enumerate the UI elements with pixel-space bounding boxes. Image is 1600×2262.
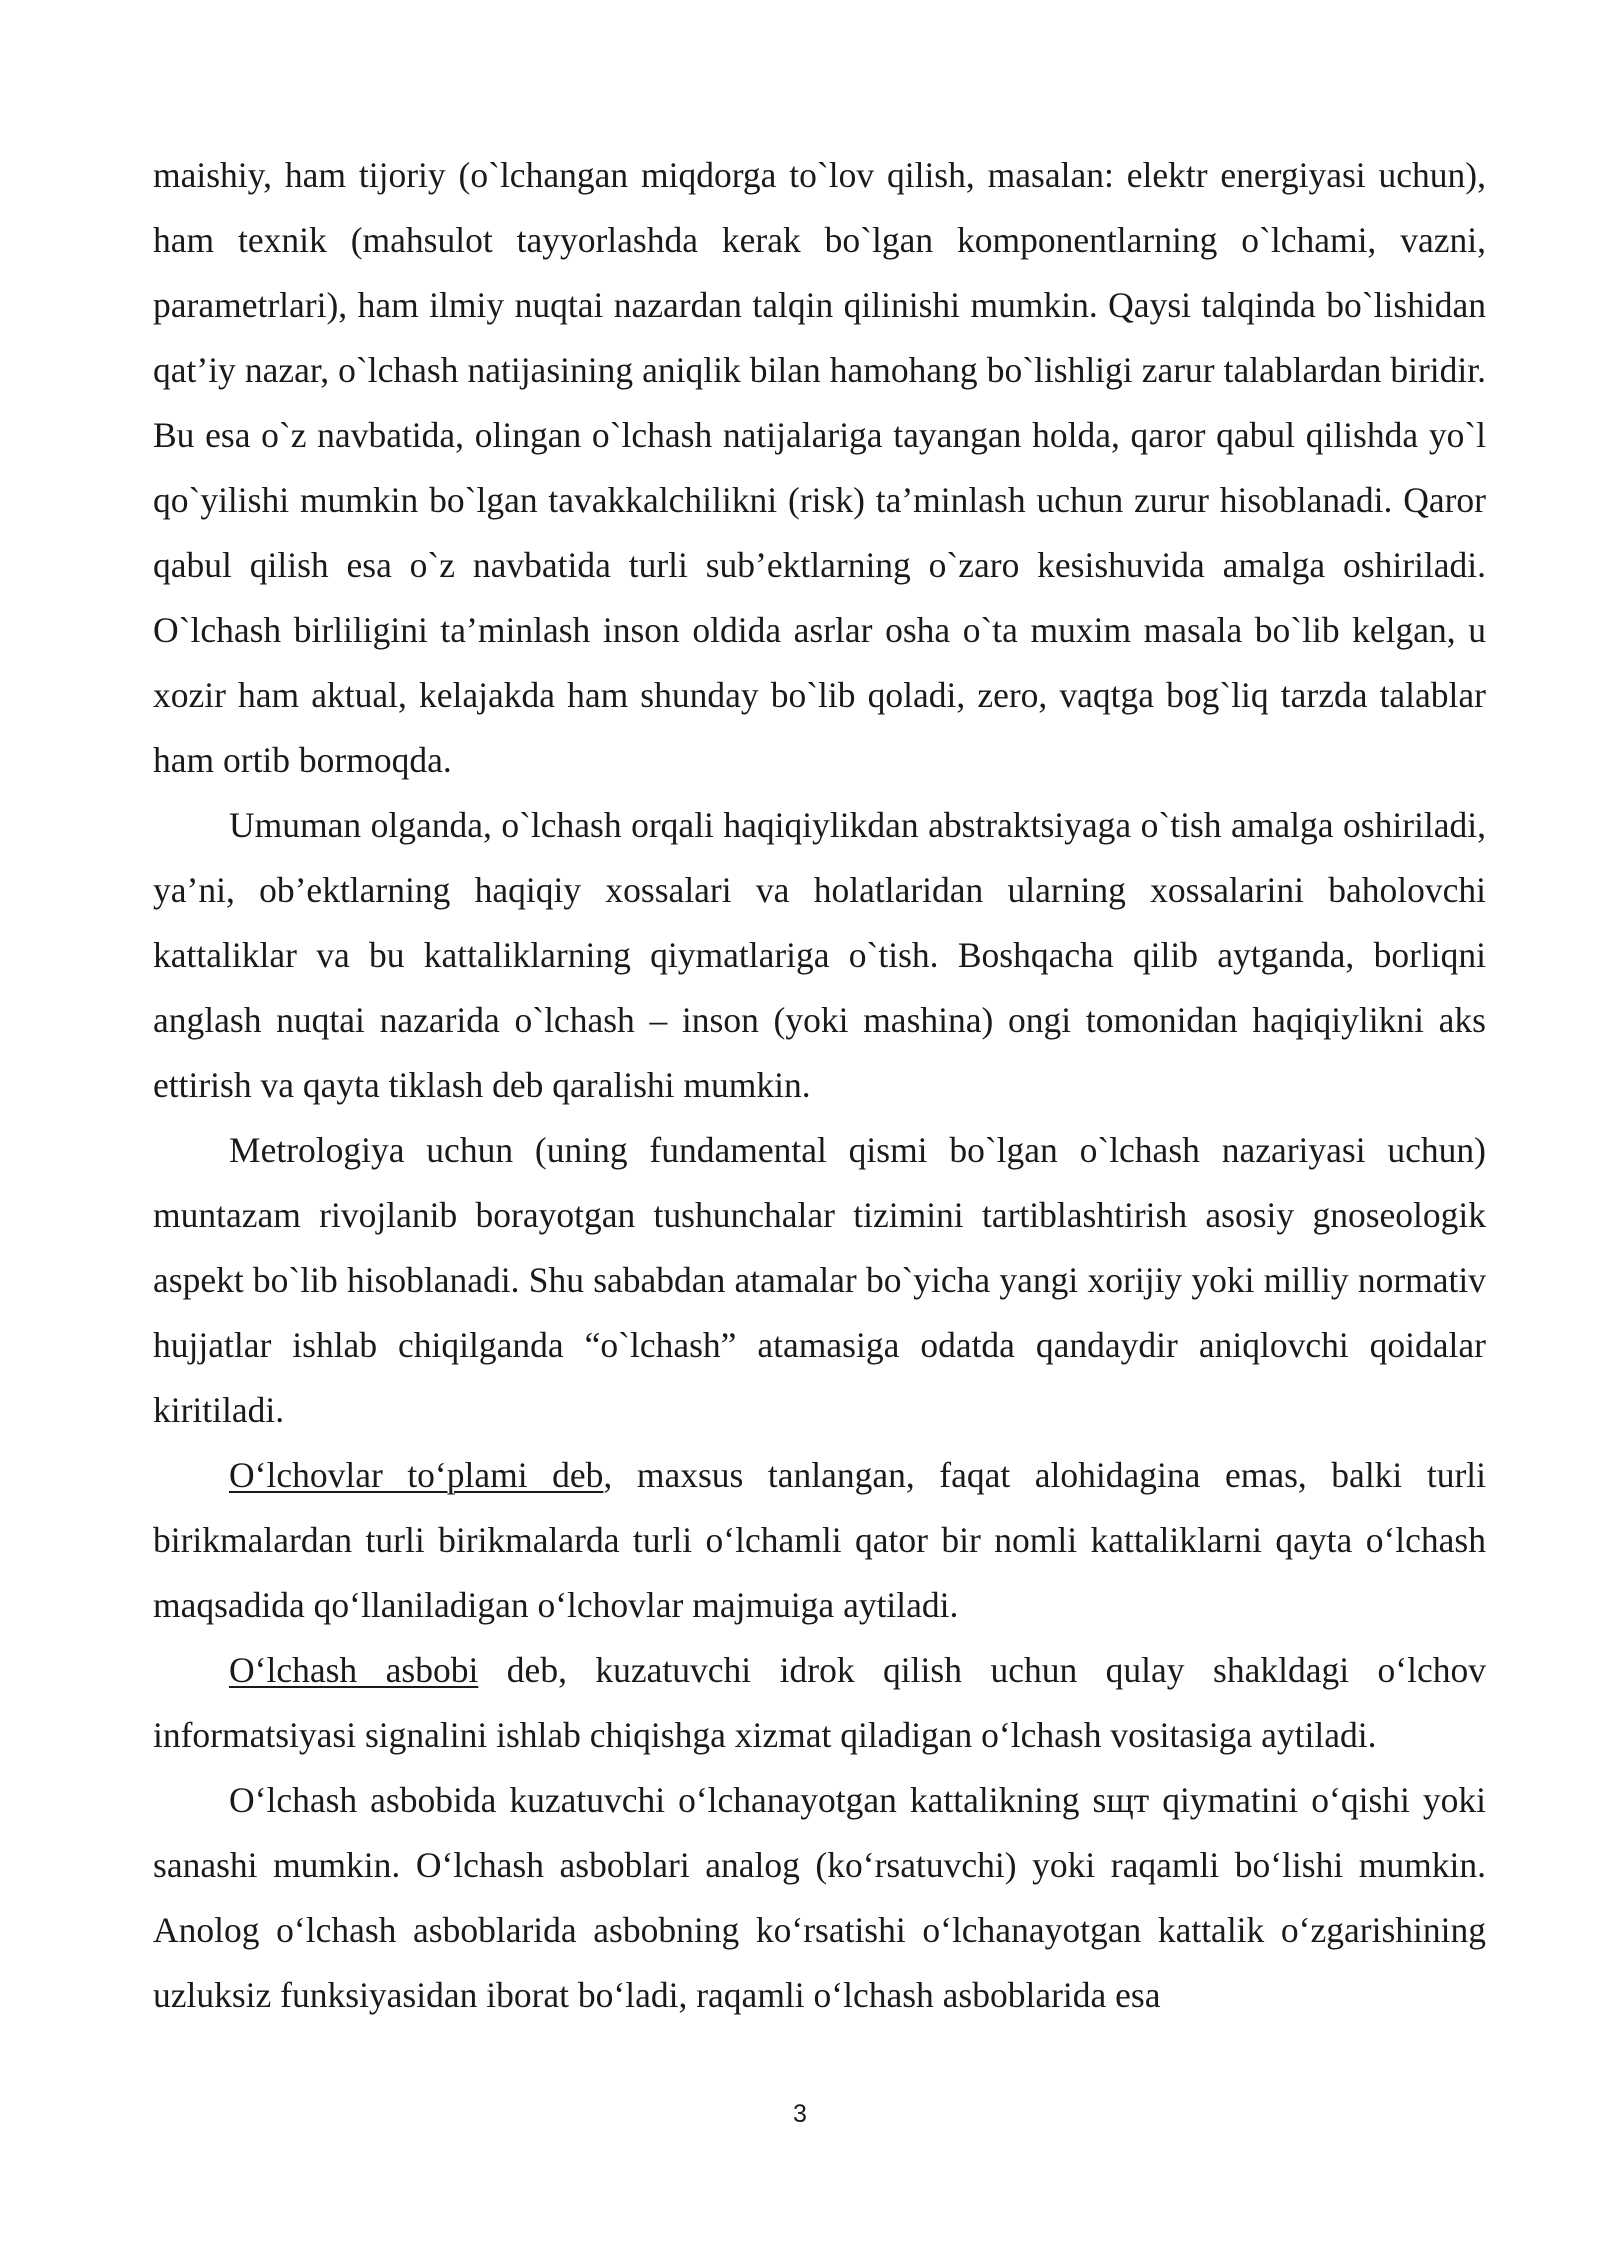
definition-text-measures-set: , maxsus tanlangan, faqat alohidagina emas, balki turli birikmalardan turli birikmalarda turli o‘lchamli qator bir nomli kattaliklarni qayta o‘lchash maqsadida qo‘llaniladigan o‘lchovlar majmuiga aytiladi. bbox=[153, 1455, 1486, 1625]
page-body-text bbox=[153, 143, 1486, 2028]
defined-term-measures-set: O‘lchovlar to‘plami deb bbox=[229, 1455, 604, 1495]
paragraph-measuring-instrument-definition bbox=[153, 1638, 1486, 1768]
paragraph-metrology-concepts: Metrologiya uchun (uning fundamental qismi bo`lgan o`lchash nazariyasi uchun) muntazam rivojlanib borayotgan tushunchalar tizimini tartiblashtirish asosiy gnoseologik aspekt bo`lib hisoblanadi. Shu sababdan atamalar bo`yicha yangi xorijiy yoki milliy normativ hujjatlar ishlab chiqilganda “o`lchash” atamasiga odatda qandaydir aniqlovchi qoidalar kiritiladi. bbox=[153, 1130, 1486, 1430]
paragraph-measurement-abstraction: Umuman olganda, o`lchash orqali haqiqiylikdan abstraktsiyaga o`tish amalga oshiriladi, ya’ni, ob’ektlarning haqiqiy xossalari va holatlaridan ularning xossalarini baholovchi kattaliklar va bu kattaliklarning qiymatlariga o`tish. Boshqacha qilib aytganda, borliqni anglash nuqtai nazarida o`lchash – inson (yoki mashina) ongi tomonidan haqiqiylikni aks ettirish va qayta tiklash deb qaralishi mumkin. bbox=[153, 805, 1486, 1105]
definition-text-measuring-instrument: deb, kuzatuvchi idrok qilish uchun qulay shakldagi o‘lchov informatsiyasi signalini ishlab chiqishga xizmat qiladigan o‘lchash vositasiga aytiladi. bbox=[153, 1650, 1487, 1755]
paragraph-analog-digital-instruments: O‘lchash asbobida kuzatuvchi o‘lchanayotgan kattalikning sщт qiymatini o‘qishi yoki sanashi mumkin. O‘lchash asboblari analog (ko‘rsatuvchi) yoki raqamli bo‘lishi mumkin. Anolog o‘lchash asboblarida asbobning ko‘rsatishi o‘lchanayotgan kattalik o‘zgarishining uzluksiz funksiyasidan iborat bo‘ladi, raqamli o‘lchash asboblarida esa bbox=[153, 1780, 1486, 2015]
paragraph-measures-set-definition bbox=[153, 1443, 1486, 1638]
paragraph-continued-text: maishiy, ham tijoriy (o`lchangan miqdorga to`lov qilish, masalan: elektr energiyasi uchun), ham texnik (mahsulot tayyorlashda kerak bo`lgan komponentlarning o`lchami, vazni, parametrlari), ham ilmiy nuqtai nazardan talqin qilinishi mumkin. Qaysi talqinda bo`lishidan qat’iy nazar, o`lchash natijasining aniqlik bilan hamohang bo`lishligi zarur talablardan biridir. Bu esa o`z navbatida, olingan o`lchash natijalariga tayangan holda, qaror qabul qilishda yo`l qo`yilishi mumkin bo`lgan tavakkalchilikni (risk) ta’minlash uchun zurur hisoblanadi. Qaror qabul qilish esa o`z navbatida turli sub’ektlarning o`zaro kesishuvida amalga oshiriladi. O`lchash birliligini ta’minlash inson oldida asrlar osha o`ta muxim masala bo`lib kelgan, u xozir ham aktual, kelajakda ham shunday bo`lib qoladi, zero, vaqtga bog`liq tarzda talablar ham ortib bormoqda. bbox=[153, 155, 1486, 780]
defined-term-measuring-instrument: O‘lchash asbobi bbox=[229, 1650, 479, 1690]
page-number: 3 bbox=[793, 2100, 807, 2128]
